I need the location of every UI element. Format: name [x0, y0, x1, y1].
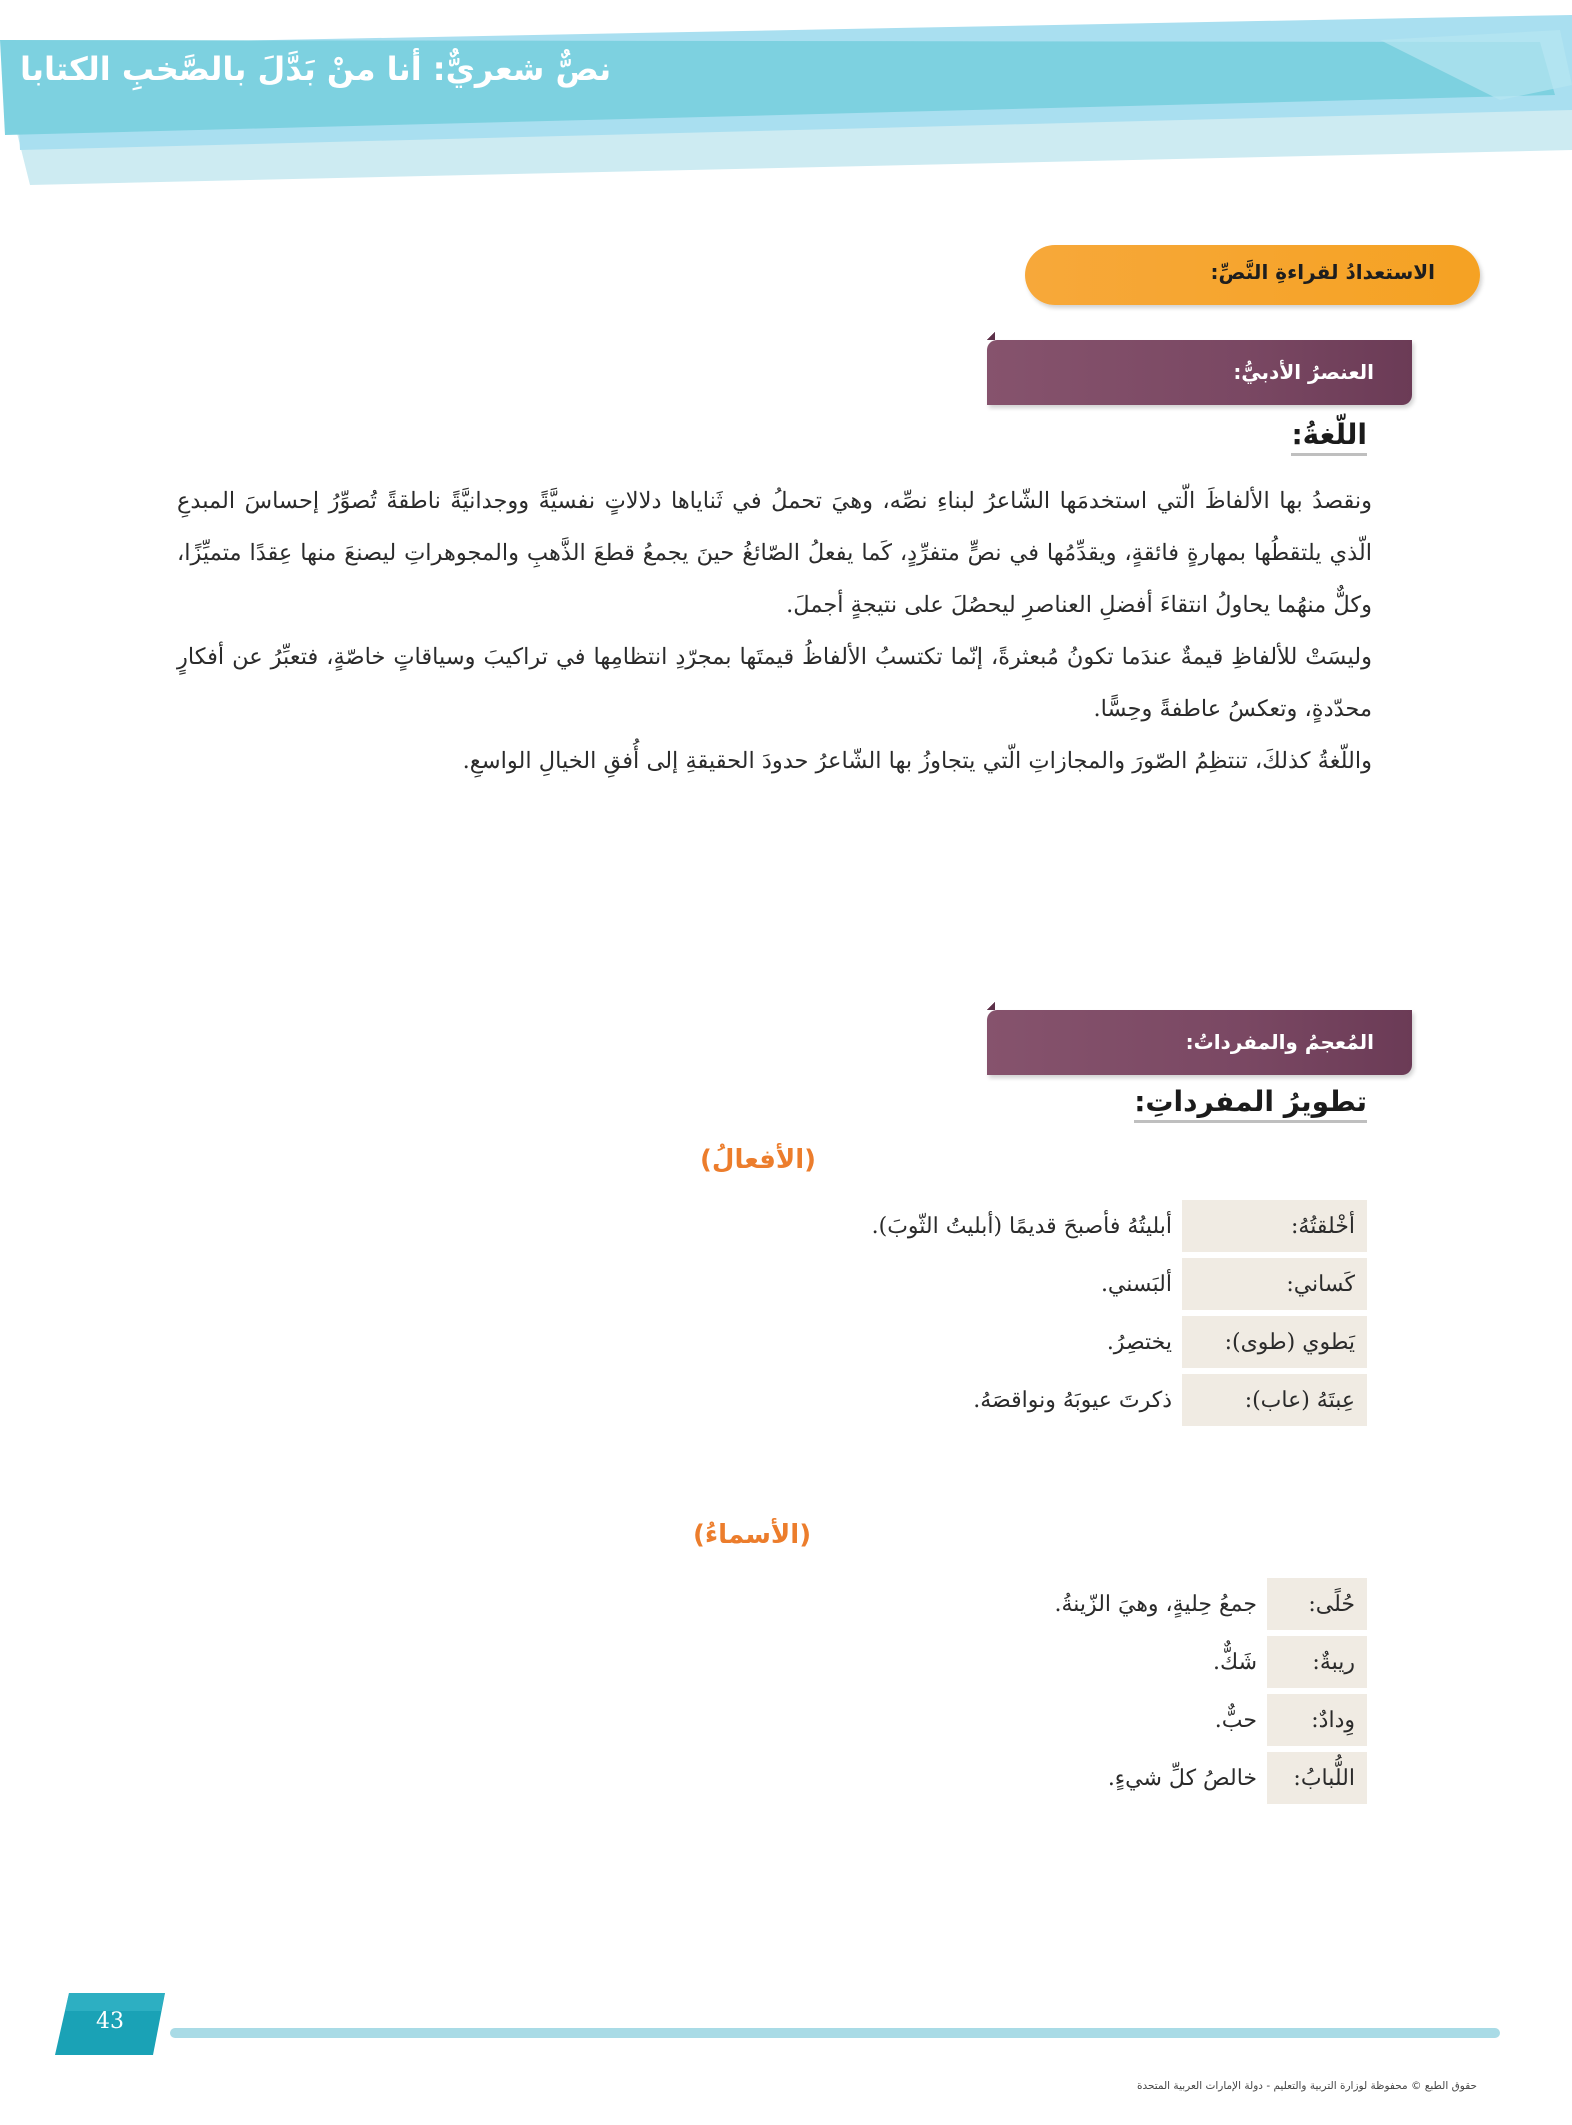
language-body-text — [177, 475, 1372, 787]
vocab-development-text: تطويرُ المفرداتِ: — [1134, 1085, 1367, 1118]
lexicon-label: المُعجمُ والمفرداتُ: — [1185, 1030, 1374, 1054]
page-number: 43 — [96, 2009, 124, 2034]
vocab-term: يَطوي (طوى): — [1182, 1316, 1367, 1368]
reading-prep-label: الاستعدادُ لقراءةِ النَّصِّ: — [1210, 260, 1435, 284]
vocab-definition: شَكٌّ. — [1213, 1649, 1257, 1675]
literary-element-tab — [987, 340, 1412, 405]
body-paragraph: وليسَتْ للألفاظِ قيمةٌ عندَما تكونُ مُبعثرةً، إنّما تكتسبُ الألفاظُ قيمتَها بمجرّدِ انتظامِها في تراكيبَ وسياقاتٍ خاصّةٍ، فتعبِّرُ عن أفكارٍ محدّدةٍ، وتعكسُ عاطفةً وحِسًّا. — [177, 644, 1372, 722]
vocab-definition: أبليتُهُ فأصبحَ قديمًا (أبليتُ الثّوبَ). — [871, 1213, 1172, 1239]
literary-element-label: العنصرُ الأدبيُّ: — [1233, 360, 1374, 384]
vocab-definition: ذكرتَ عيوبَهُ ونواقصَهُ. — [973, 1387, 1172, 1413]
page-number-tab — [55, 1993, 165, 2055]
copyright-notice: حقوق الطبع © محفوظة لوزارة التربية والتعليم - دولة الإمارات العربية المتحدة — [1136, 2080, 1477, 2092]
vocab-term: عِبتَهُ (عاب): — [1182, 1374, 1367, 1426]
vocab-definition: جمعُ حِليةٍ، وهيَ الزّينةُ. — [1054, 1591, 1257, 1617]
vocab-definition: يختصِرُ. — [1106, 1329, 1172, 1355]
verbs-heading: (الأفعالُ) — [700, 1145, 817, 1175]
verbs-list — [872, 1200, 1367, 1426]
language-heading-underline — [1291, 453, 1367, 456]
language-heading — [1291, 418, 1367, 456]
body-paragraph: ونقصدُ بها الألفاظَ الّتي استخدمَها الشّاعرُ لبناءِ نصِّه، وهيَ تحملُ في ثَناياها دلالاتٍ نفسيَّةً ووجدانيَّةً ناطقةً تُصوِّرُ إحساسَ المبدعِ الّذي يلتقطُها بمهارةٍ فائقةٍ، ويقدِّمُها في نصٍّ متفرِّدٍ، كَما يفعلُ الصّائغُ حينَ يجمعُ قطعَ الذَّهبِ والمجوهراتِ ليصنعَ منها عِقدًا متميِّزًا، وكلٌّ منهُما يحاولُ انتقاءَ أفضلِ العناصرِ ليحصُلَ على نتيجةٍ أجملَ. — [177, 488, 1372, 618]
vocab-term: وِدادٌ: — [1267, 1694, 1367, 1746]
body-paragraph: واللّغةُ كذلكَ، تنتظِمُ الصّورَ والمجازاتِ الّتي يتجاوزُ بها الشّاعرُ حدودَ الحقيقةِ إلى أُفقِ الخيالِ الواسعِ. — [462, 748, 1372, 774]
vocab-definition: ألبَسني. — [1100, 1271, 1172, 1297]
footer-bar — [170, 2028, 1500, 2038]
vocab-term: كَساني: — [1182, 1258, 1367, 1310]
reading-prep-badge — [1025, 245, 1480, 305]
vocab-row — [1055, 1694, 1368, 1746]
vocab-row — [872, 1200, 1367, 1252]
lexicon-tab — [987, 1010, 1412, 1075]
vocab-term: اللُّبابُ: — [1267, 1752, 1367, 1804]
vocab-term: أخْلقتُهُ: — [1182, 1200, 1367, 1252]
vocab-term: ريبةٌ: — [1267, 1636, 1367, 1688]
nouns-heading: (الأسماءُ) — [693, 1520, 812, 1550]
header-banner — [0, 0, 1572, 200]
vocab-row — [1055, 1636, 1368, 1688]
vocab-definition: خالصُ كلِّ شيءٍ. — [1107, 1765, 1257, 1791]
vocab-term: حُلًى: — [1267, 1578, 1367, 1630]
vocab-row — [872, 1258, 1367, 1310]
vocab-row — [872, 1316, 1367, 1368]
vocab-development-heading — [1134, 1085, 1367, 1123]
vocab-definition: حبٌّ. — [1214, 1707, 1257, 1733]
language-heading-text: اللّغةُ: — [1291, 418, 1367, 451]
page-title: نصٌّ شعريٌّ: أنا منْ بَدَّلَ بالصَّخبِ الكتابا — [20, 50, 612, 88]
vocab-row — [1055, 1578, 1368, 1630]
nouns-list — [1055, 1578, 1368, 1804]
vocab-development-underline — [1134, 1120, 1367, 1123]
vocab-row — [1055, 1752, 1368, 1804]
vocab-row — [872, 1374, 1367, 1426]
